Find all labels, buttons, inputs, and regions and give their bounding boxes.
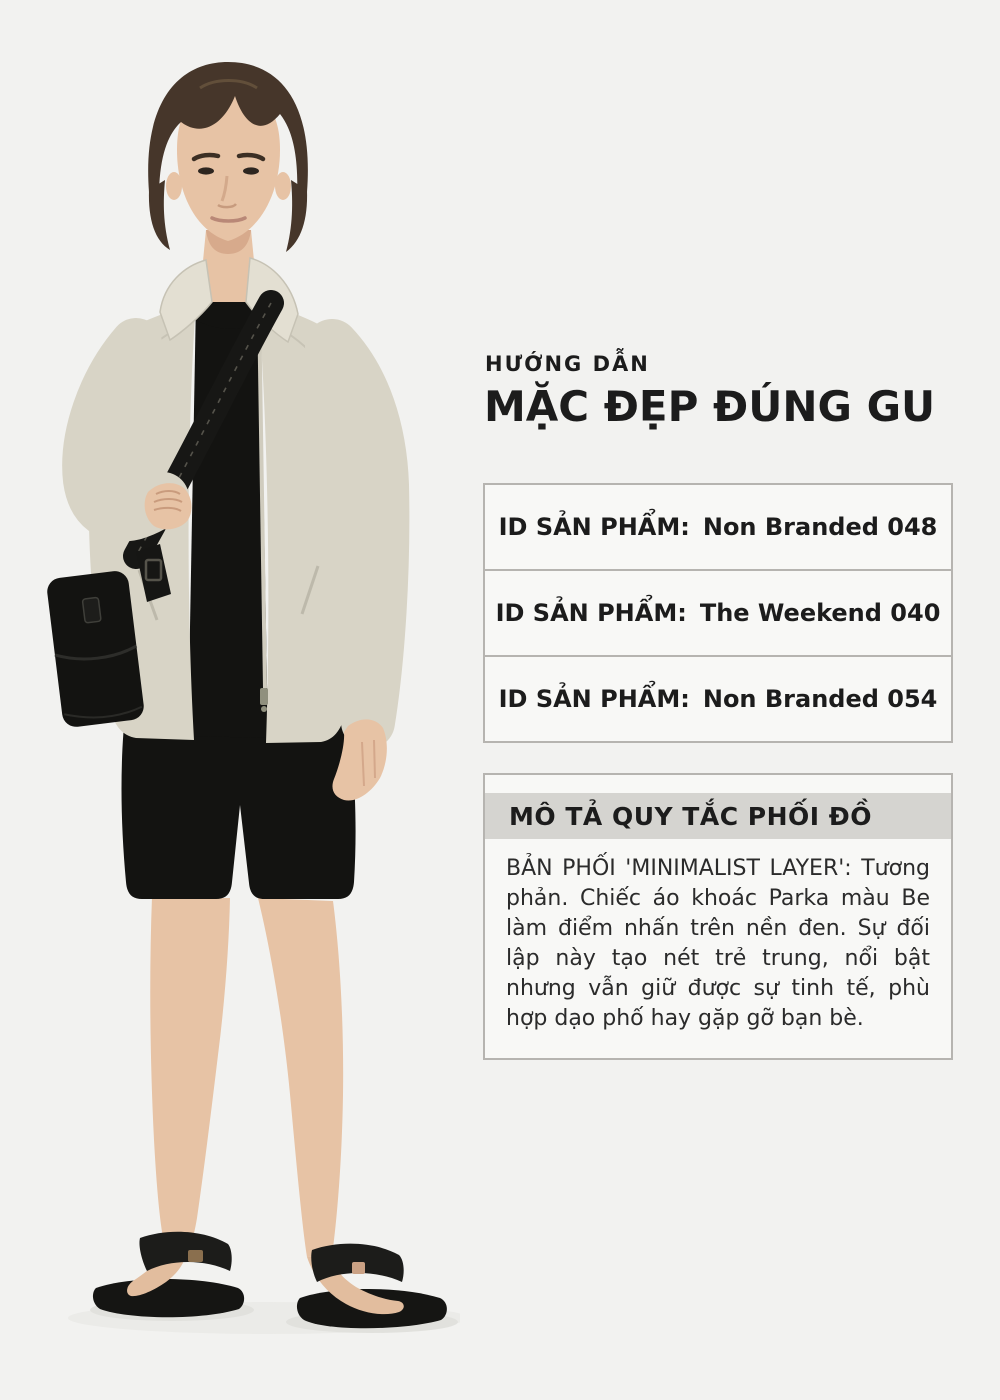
model-head	[148, 62, 308, 252]
description-body: BẢN PHỐI 'MINIMALIST LAYER': Tương phản. Chiếc áo khoác Parka màu Be làm điểm nhấn trên nền đen. Sự đối lập này tạo nét trẻ trung, nổi bật nhưng vẫn giữ được sự tinh tế, phù hợp dạo phố hay gặp gỡ bạn bè.	[506, 856, 930, 1031]
description-box	[483, 773, 953, 1060]
product-id-row	[483, 483, 953, 571]
page-title: MẶC ĐẸP ĐÚNG GU	[484, 382, 936, 431]
product-id-row	[483, 655, 953, 743]
product-id-list	[483, 483, 953, 743]
model-legs	[150, 897, 343, 1257]
right-sandal	[297, 1244, 447, 1329]
product-id-value: The Weekend 040	[699, 599, 941, 627]
product-id-value: Non Branded 054	[702, 685, 938, 713]
left-hand	[145, 483, 192, 529]
product-id-row	[483, 569, 953, 657]
product-id-label: ID SẢN PHẨM:	[495, 599, 687, 627]
product-id-label: ID SẢN PHẨM:	[498, 513, 690, 541]
product-id-value: Non Branded 048	[702, 513, 938, 541]
description-header: MÔ TẢ QUY TẮC PHỐI ĐỒ	[485, 793, 951, 839]
left-sandal	[93, 1232, 244, 1318]
model-photo	[0, 0, 460, 1400]
product-id-label: ID SẢN PHẨM:	[498, 685, 690, 713]
guide-eyebrow: HƯỚNG DẪN	[485, 352, 650, 376]
